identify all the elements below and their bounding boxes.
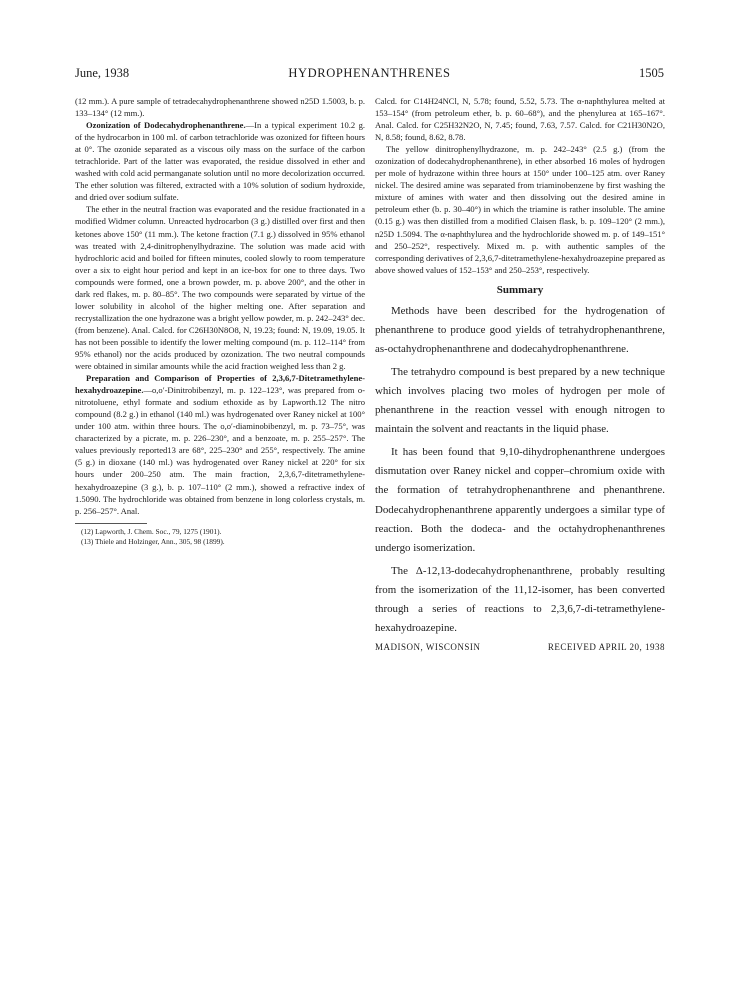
paragraph-tetradecahydro: (12 mm.). A pure sample of tetradecahydrophenanthrene showed n25D 1.5003, b. p. 133–134° (12 mm.).	[75, 96, 365, 119]
paragraph-ozonization-body: —In a typical experiment 10.2 g. of the hydrocarbon in 100 ml. of carbon tetrachloride was ozonized for fifteen hours at 0°. The ozonide separated as a viscous oily mass on the surface of the carbon tetrachloride. Part of the latter was evaporated, the residue dissolved in ether and washed with cold acid permanganate solution until no more decolorization occurred. The ether solution was filtered, extracted with a 10% solution of sodium hydroxide, and dried over sodium sulfate.	[75, 120, 365, 203]
summary-paragraph: The Δ-12,13-dodecahydrophenanthrene, probably resulting from the isomerization of the 11,12-isomer, has been converted through a series of reactions to 2,3,6,7-di-tetramethylene-hexahydroazepine.	[375, 564, 665, 635]
summary-paragraph: It has been found that 9,10-dihydrophenanthrene undergoes dismutation over Raney nickel and copper–chromium oxide with the formation of tetrahydrophenanthrene and phenanthrene. Dodecahydrophenanthrene apparently undergoes a similar type of reaction. Both the dodeca- and the octahydrophenanthrenes undergo isomerization.	[375, 445, 665, 555]
footnotes	[75, 527, 365, 548]
summary-paragraph: Methods have been described for the hydrogenation of phenanthrene to produce good yields of tetrahydrophenanthrene, as-octahydrophenanthrene and dodecahydrophenanthrene.	[375, 304, 665, 356]
page-header	[75, 66, 664, 82]
paragraph-neutral-fraction: The ether in the neutral fraction was evaporated and the residue fractionated in a modified Widmer column. Unreacted hydrocarbon (3 g.) distilled over first and then ketones above 150° (11 mm.). The ketone fraction (7.1 g.) dissolved in 95% ethanol was treated with 2,4-dinitrophenylhydrazine. The solution was made acid with hydrochloric acid and boiled for fifteen minutes, cooled slowly to room temperature over a six to eight hour period and kept in an ice-box for one to three days. Two compounds were formed, one a brown powder, m. p. above 200°, and the other in dark red flakes, m. p. 80–85°. The two compounds were separated by virtue of the lower solubility in alcohol of the higher melting one. After separation and recrystallization the one hydrazone was a bright yellow powder, m. p. 242–243° dec. (from benzene). Anal. Calcd. for C26H30N8O8, N, 19.23; found: N, 19.09, 19.05. It has not been possible to identify the lower melting compound (m. p. 112–114° from 95% ethanol) nor the acids produced by ozonization. The two neutral compounds were obtained in similar amounts while the acid fraction weighed less than 2 g.	[75, 204, 365, 372]
author-location: MADISON, WISCONSIN	[375, 641, 481, 652]
summary-heading: Summary	[496, 283, 544, 296]
footnote-divider	[75, 523, 147, 524]
experimental-text-left	[75, 95, 365, 517]
summary-text	[375, 302, 665, 639]
section-heading-azepine: Preparation and Comparison of Properties of 2,3,6,7-Ditetramethylene-hexahydroazepine.	[75, 373, 365, 396]
footnote-13: (13) Thiele and Holzinger, Ann., 305, 98 (1899).	[81, 537, 225, 547]
signature-line	[375, 642, 665, 656]
paragraph-azepine-prep	[75, 372, 365, 517]
paragraph-analysis: Calcd. for C14H24NCl, N, 5.78; found, 5.52, 5.73. The α-naphthylurea melted at 153–154° (from petroleum ether, b. p. 60–68°), and the phenylurea at 165–167°. Anal. Calcd. for C25H32N2O, N, 7.45; found, 7.63, 7.57. Calcd. for C21H30N2O, N, 8.58; found, 8.62, 8.78.	[375, 96, 665, 143]
summary-paragraph: The tetrahydro compound is best prepared by a new technique which involves placing two moles of hydrogen per mole of phenanthrene in the reaction vessel with enough nitrogen to maintain the solvent and reactants in the liquid phase.	[375, 365, 665, 436]
paragraph-azepine-body: —o,o′-Dinitrobibenzyl, m. p. 122–123°, was prepared from o-nitrotoluene, ethyl formate and sodium ethoxide as by Lapworth.12 The nitro compound (8.2 g.) in ethanol (140 ml.) was hydrogenated over Raney nickel at 100° under 100 atm. within three hours. The o,o′-diaminobibenzyl, m. p. 73–75°, was characterized by a picrate, m. p. 226–230°, and a benzoate, m. p. 255–257°. The values previously reported13 are 68°, 225–230° and 255°, respectively. The amine (5 g.) in dioxane (140 ml.) was hydrogenated over Raney nickel at 220° for six hours under 200–250 atm. The main fraction, 2,3,6,7-ditetramethylene-hexahydroazepine (3 g.), b. p. 107–110° (2 mm.), showed a refractive index of 1.5090. The hydrochloride was obtained from benzene in long colorless crystals, m. p. 256–257°. Anal.	[75, 385, 365, 516]
page-number: 1505	[639, 66, 664, 80]
issue-date: June, 1938	[75, 66, 130, 80]
received-date: RECEIVED APRIL 20, 1938	[547, 641, 665, 652]
running-title: HYDROPHENANTHRENES	[288, 66, 451, 80]
paragraph-ozonization	[75, 119, 365, 203]
right-column	[375, 95, 665, 656]
left-column	[75, 95, 365, 548]
section-heading-ozonization: Ozonization of Dodecahydrophenanthrene.	[86, 120, 246, 131]
paragraph-hydrazone-reduction: The yellow dinitrophenylhydrazone, m. p. 242–243° (2.5 g.) (from the ozonization of dodecahydrophenanthrene), in ether absorbed 16 moles of hydrogen per mole of hydrazone within three hours at 150° under 100–125 atm. over Raney nickel. The desired amine was separated from triaminobenzene by first washing the mixture of amines with water and then dissolving out the desired amine in petroleum ether (b. p. 30–40°) in which the triamine is rather insoluble. The amine (0.15 g.) was then distilled from a modified Claisen flask, b. p. 109–120° (2 mm.), n25D 1.5094. The α-naphthylurea and the hydrochloride showed m. p. of 149–151° and 250–252°, respectively. Mixed m. p. with authentic samples of the corresponding derivatives of 2,3,6,7-ditetramethylene-hexahydroazepine prepared as above showed values of 152–153° and 250–253°, respectively.	[375, 144, 666, 275]
experimental-text-right	[375, 95, 665, 276]
footnote-12: (12) Lapworth, J. Chem. Soc., 79, 1275 (1901).	[81, 526, 222, 536]
